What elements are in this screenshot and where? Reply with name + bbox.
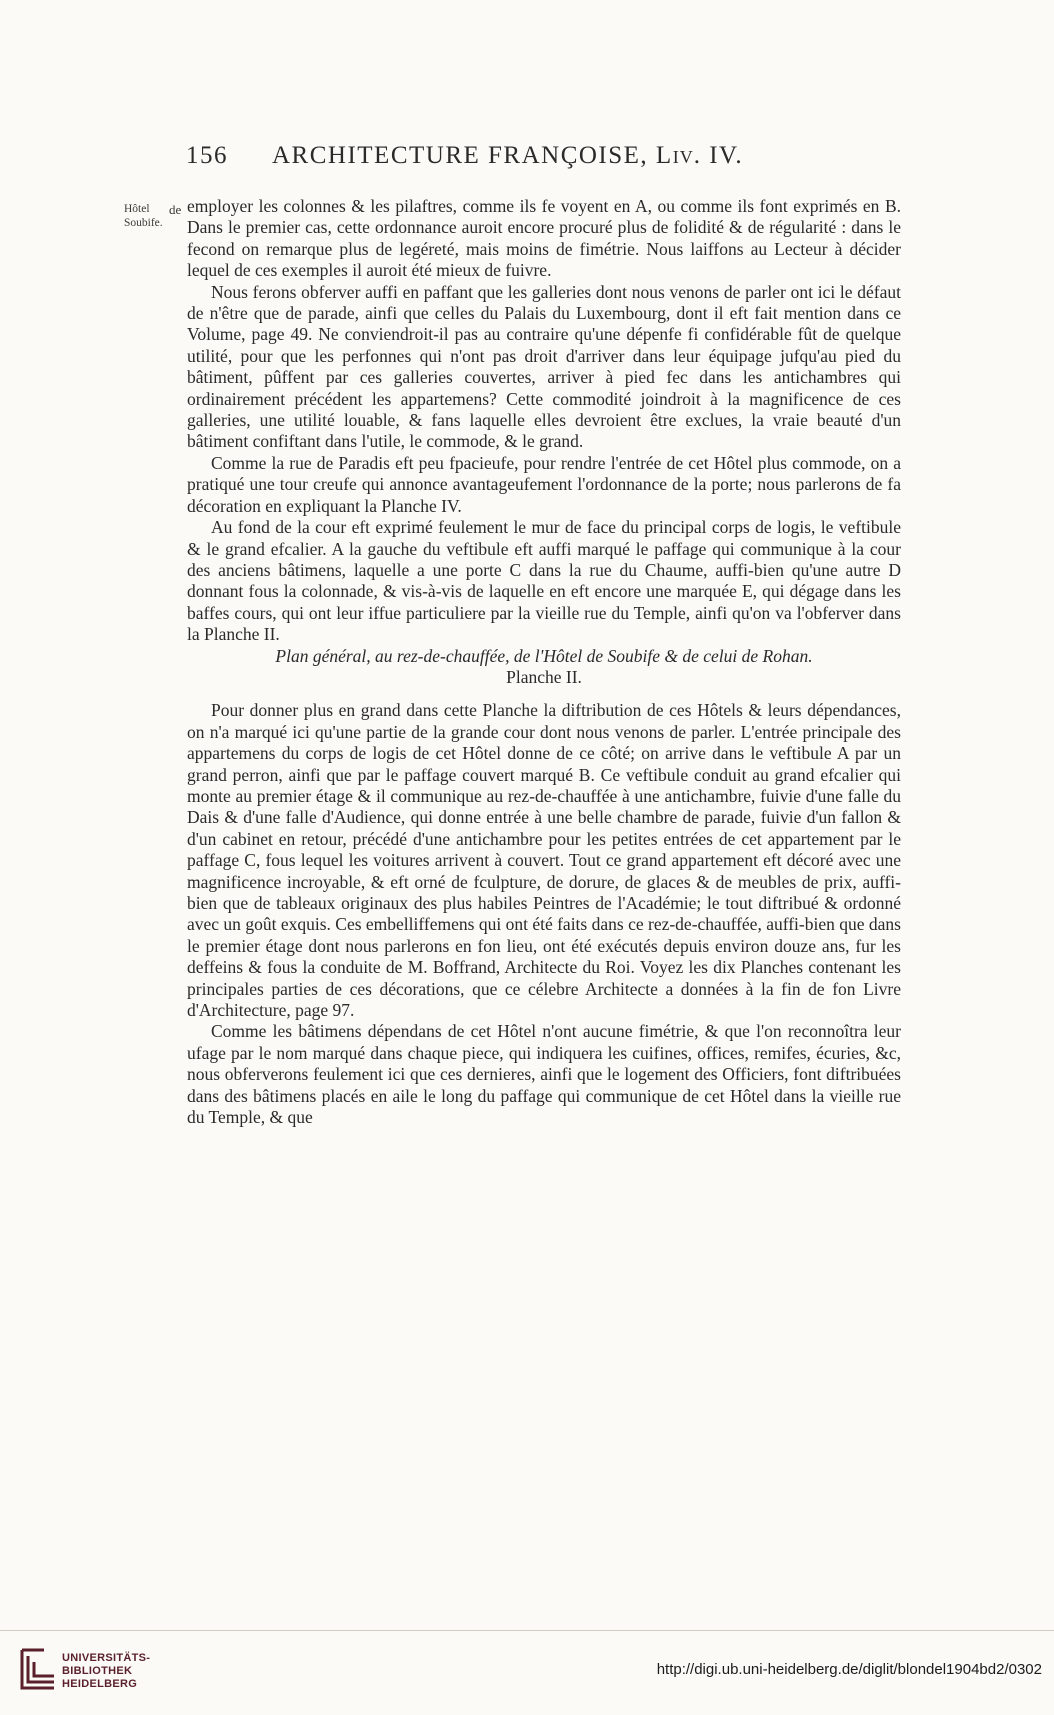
paragraph-3: Comme la rue de Paradis eft peu fpacieufe, pour rendre l'entrée de cet Hôtel plus commode, on a pratiqué une tour creufe qui annonce avantageufement l'ordonnance de la porte; nous parlerons de fa décoration en expliquant la Planche IV. — [187, 452, 901, 516]
header-title-end: . IV. — [693, 142, 744, 169]
paragraph-2: Nous ferons obferver auffi en paffant que les galleries dont nous venons de parler ont ici le défaut de n'être que de parade, ainfi que celles du Palais du Luxembourg, dont il eft fait mention dans ce Volume, page 49. Ne conviendroit-il pas au contraire qu'une dépenfe fi confidérable fût de quelque utilité, pour que les perfonnes qui n'ont pas droit d'arriver dans leur équipage jufqu'au pied du bâtiment, pûffent par ces galleries couvertes, arriver à pied fec dans les antichambres qui ordinairement précédent les appartemens? Cette commodité joindroit à la magnificence de ces galleries, une utilité louable, & fans laquelle elles devroient être exclues, la vraie beauté d'un bâtiment confiftant dans l'utile, le commode, & le grand. — [187, 281, 901, 452]
header-title-smallcaps: IV — [672, 147, 694, 167]
logo-line-2: BIBLIOTHEK — [62, 1665, 133, 1677]
section-title: Plan général, au rez-de-chauffée, de l'Hôtel de Soubife & de celui de Rohan. — [275, 645, 813, 666]
logo-line-1: UNIVERSITÄTS- — [62, 1652, 151, 1664]
margin-note-line1: Hôtel — [124, 203, 150, 215]
page-number: 156 — [186, 142, 228, 169]
header-title: ARCHITECTURE FRANÇOISE, L — [272, 142, 673, 169]
margin-note — [124, 202, 182, 230]
paragraph-1: employer les colonnes & les pilaftres, comme ils fe voyent en A, ou comme ils font exprimés en B. Dans le premier cas, cette ordonnance auroit encore procuré plus de folidité & de régularité : dans le fecond on remarque plus de legéreté, mais moins de fimétrie. Nous laiffons au Lecteur à décider lequel de ces exemples il auroit été mieux de fuivre. — [187, 196, 901, 281]
paragraph-6: Comme les bâtimens dépendans de cet Hôtel n'ont aucune fimétrie, & que l'on reconnoîtra leur ufage par le nom marqué dans chaque piece, qui indiquera les cuifines, offices, remifes, écuries, &c, nous obferverons feulement ici que ces dernieres, ainfi que le logement des Officiers, font diftribuées dans des bâtimens placés en aile le long du paffage qui communique de cet Hôtel dans la vieille rue du Temple, & que — [187, 1021, 901, 1128]
body-text — [187, 196, 901, 1128]
margin-note-de: de — [169, 202, 182, 217]
section-subtitle: Planche II. — [506, 666, 582, 687]
paragraph-5: Pour donner plus en grand dans cette Planche la diftribution de ces Hôtels & leurs dépendances, on n'a marqué ici qu'une partie de la grande cour dont nous venons de parler. L'entrée principale des appartemens du corps de logis de cet Hôtel donne de ce côté; on arrive dans le veftibule A par un grand perron, ainfi que par le paffage couvert marqué B. Ce veftibule conduit au grand efcalier qui monte au premier étage & il communique au rez-de-chauffée à une antichambre, fuivie d'une falle du Dais & d'une falle d'Audience, qui donne entrée à une belle chambre de parade, fuivie d'un fallon & d'un cabinet en retour, précédé d'une antichambre pour les petites entrées de cet appartement par le paffage C, fous lequel les voitures arrivent à couvert. Tout ce grand appartement eft décoré avec une magnificence incroyable, & eft orné de fculpture, de dorure, de glaces & de meubles de prix, auffi-bien que de tableaux originaux des plus habiles Peintres de l'Académie; le tout diftribué & ordonné avec un goût exquis. Ces embelliffemens qui ont été faits dans ce rez-de-chauffée, auffi-bien que dans le premier étage dont nous parlerons en fon lieu, ont été exécutés depuis environ douze ans, fur les deffeins & fous la conduite de M. Boffrand, Architecte du Roi. Voyez les dix Planches contenant les principales parties de ces décorations, que ce célebre Architecte a données à la fin de fon Livre d'Architecture, page 97. — [187, 700, 901, 1021]
logo-line-3: HEIDELBERG — [62, 1678, 138, 1690]
source-url[interactable]: http://digi.ub.uni-heidelberg.de/diglit/blondel1904bd2/0302 — [656, 1661, 1042, 1678]
library-logo-text — [62, 1652, 150, 1691]
footer-divider — [0, 1630, 1054, 1631]
paragraph-4: Au fond de la cour eft exprimé feulement le mur de face du principal corps de logis, le veftibule & le grand efcalier. A la gauche du veftibule eft auffi marqué le paffage qui communique à la cour des anciens bâtimens, laquelle a une porte C dans la rue du Chaume, auffi-bien qu'une autre D donnant fous la colonnade, & vis-à-vis de laquelle en eft encore une marquée E, qui dégage dans les baffes cours, qui ont leur iffue particuliere par la vieille rue du Temple, ainfi qu'on va l'obferver dans la Planche II. — [187, 517, 901, 645]
running-header — [186, 142, 826, 170]
margin-note-line2: Soubife. — [124, 217, 163, 229]
